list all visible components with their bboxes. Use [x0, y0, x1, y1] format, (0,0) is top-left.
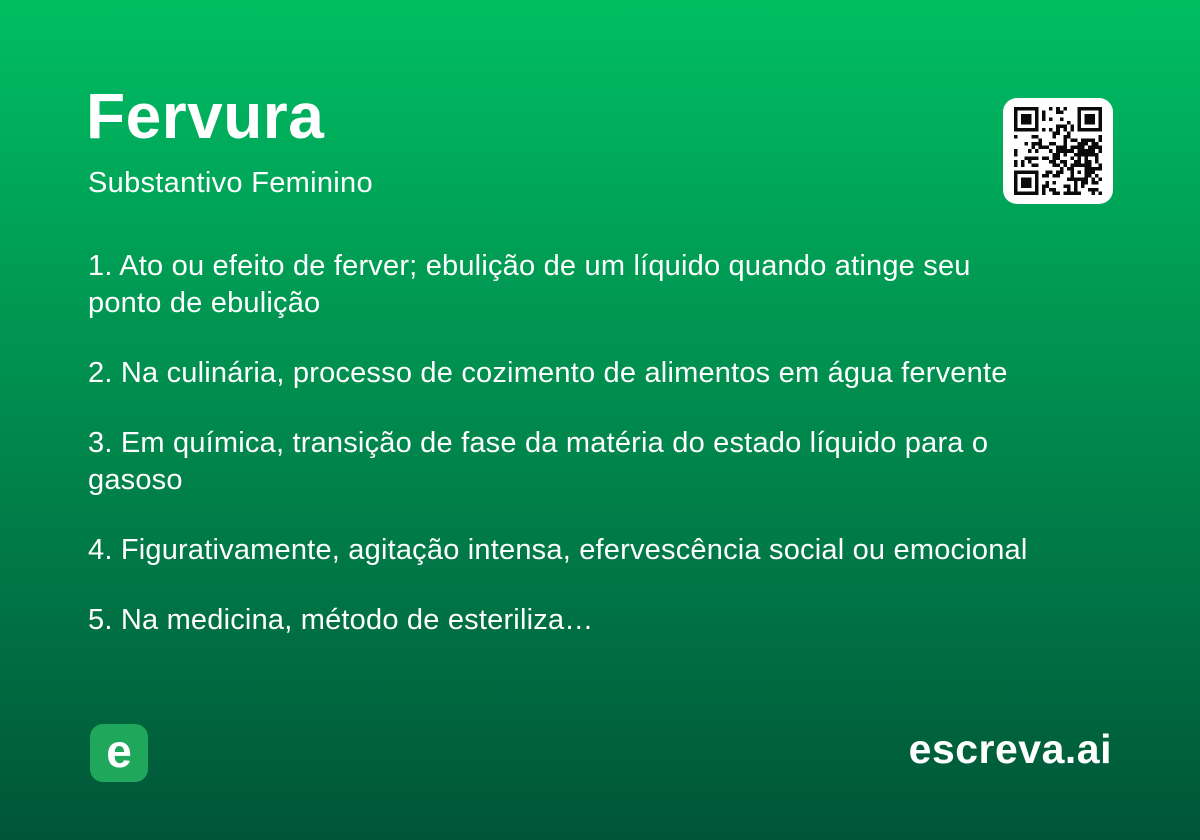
logo-letter: e	[106, 725, 132, 777]
qr-code-icon	[1003, 98, 1113, 204]
escreva-logo-icon	[90, 724, 148, 782]
definition-item-2: 2. Na culinária, processo de cozimento de alimentos em água fervente	[88, 357, 1008, 389]
definition-item-5: 5. Na medicina, método de esteriliza…	[88, 604, 594, 636]
definition-item-3: 3. Em química, transição de fase da matéria do estado líquido para o gasoso	[88, 427, 989, 496]
word-title: Fervura	[86, 80, 325, 152]
definitions-list	[88, 248, 1098, 672]
definition-item-4: 4. Figurativamente, agitação intensa, efervescência social ou emocional	[88, 534, 1028, 566]
definition-item-1: 1. Ato ou efeito de ferver; ebulição de um líquido quando atinge seu ponto de ebulição	[88, 250, 971, 319]
word-class-subtitle: Substantivo Feminino	[88, 167, 373, 199]
site-name: escreva.ai	[908, 726, 1112, 772]
